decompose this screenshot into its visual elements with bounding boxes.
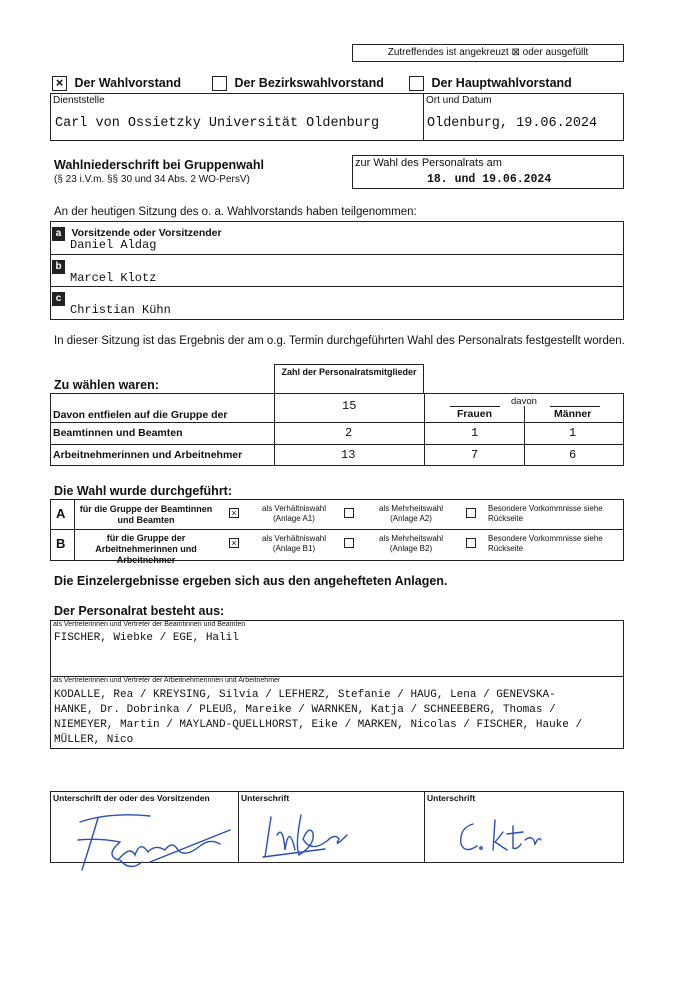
member-tag: c: [52, 292, 65, 306]
checkbox-mehrheitswahl-b[interactable]: [344, 538, 354, 548]
signature-label: Unterschrift der oder des Vorsitzenden: [53, 793, 210, 803]
member-role: Vorsitzende oder Vorsitzender: [71, 227, 222, 239]
dienststelle-box: [50, 93, 424, 141]
committee-bezirkswahlvorstand[interactable]: [212, 76, 384, 91]
dienststelle-label: Dienststelle: [53, 95, 105, 106]
ort-value[interactable]: Oldenburg, 19.06.2024: [427, 116, 598, 131]
member-c-row: [52, 288, 65, 306]
checkbox-vorkommnisse-b[interactable]: [466, 538, 476, 548]
divider: [450, 406, 500, 407]
checkbox-wahlvorstand[interactable]: ×: [52, 76, 67, 91]
member-name[interactable]: Daniel Aldag: [70, 238, 157, 252]
divider: [50, 254, 624, 255]
divider: [50, 422, 624, 423]
divider: [424, 393, 425, 466]
divider: [74, 499, 75, 561]
arbeitnehmer-line: NIEMEYER, Martin / MAYLAND-QUELLHORST, Eike / MARKEN, Nicolas / FISCHER, Hauke /: [54, 719, 583, 731]
member-name[interactable]: Christian Kühn: [70, 303, 171, 317]
arbeitnehmer-total[interactable]: 13: [341, 448, 356, 462]
divider: [50, 529, 624, 530]
doc-title: Wahlniederschrift bei Gruppenwahl: [54, 158, 264, 172]
personalrat-heading: Der Personalrat besteht aus:: [54, 604, 225, 618]
committee-label: Der Bezirkswahlvorstand: [234, 76, 384, 90]
maenner-label: Männer: [554, 408, 592, 420]
beamte-names[interactable]: FISCHER, Wiebke / EGE, Halil: [54, 632, 239, 644]
beamte-label: als Vertreterinnen und Vertreter der Beamtinnen und Beamten: [53, 621, 246, 628]
group-arbeitnehmer-label: Arbeitnehmerinnen und Arbeitnehmer: [53, 449, 243, 461]
signature-member-c: [455, 812, 555, 862]
header-note-box: [352, 44, 624, 62]
signature-chair: [60, 800, 240, 880]
arbeitnehmer-line: KODALLE, Rea / KREYSING, Silvia / LEFHERZ, Stefanie / HAUG, Lena / GENEVSKA-: [54, 689, 556, 701]
member-b-row: [52, 256, 65, 274]
wahl-opt2: als Mehrheitswahl (Anlage A2): [378, 504, 444, 523]
frauen-label: Frauen: [457, 408, 493, 420]
seats-col-header: [274, 364, 424, 394]
signature-member-b: [255, 805, 365, 865]
divider: [550, 406, 600, 407]
election-label: zur Wahl des Personalrats am: [355, 157, 502, 169]
divider: [424, 791, 425, 863]
group-beamte-label: Beamtinnen und Beamten: [53, 427, 183, 439]
wahl-letter: A: [56, 506, 66, 521]
attendance-intro: An der heutigen Sitzung des o. a. Wahlvorstands haben teilgenommen:: [54, 206, 417, 218]
arbeitnehmer-maenner[interactable]: 6: [569, 448, 577, 462]
wahl-heading: Die Wahl wurde durchgeführt:: [54, 484, 233, 498]
member-tag: b: [52, 260, 65, 274]
wahl-group: für die Gruppe der Beamtinnen und Beamten: [79, 504, 213, 525]
zu-waehlen-label: Zu wählen waren:: [54, 378, 159, 392]
election-box: [352, 155, 624, 189]
arbeitnehmer-label: als Vertreterinnen und Vertreter der Arbeitnehmerinnen und Arbeitnehmer: [53, 677, 281, 684]
wahl-opt2: als Mehrheitswahl (Anlage B2): [378, 534, 444, 553]
election-date[interactable]: 18. und 19.06.2024: [427, 173, 552, 186]
checkbox-hauptwahlvorstand[interactable]: [409, 76, 424, 91]
member-tag: a: [52, 227, 65, 241]
divider: [524, 406, 525, 466]
wahl-opt1: als Verhältniswahl (Anlage B1): [261, 534, 327, 553]
seats-total[interactable]: 15: [342, 399, 357, 413]
header-note: Zutreffendes ist angekreuzt ⊠ oder ausgefüllt: [387, 47, 589, 58]
divider: [50, 286, 624, 287]
divider: [50, 444, 624, 445]
dienststelle-value[interactable]: Carl von Ossietzky Universität Oldenburg: [55, 116, 380, 131]
group-row-label: Davon entfielen auf die Gruppe der: [53, 409, 228, 421]
arbeitnehmer-line: HANKE, Dr. Dobrinka / PLEUß, Mareike / WARNKEN, Katja / SCHNEEBERG, Thomas /: [54, 704, 556, 716]
committee-wahlvorstand[interactable]: [52, 76, 181, 91]
signature-label: Unterschrift: [427, 793, 476, 803]
wahl-opt1: als Verhältniswahl (Anlage A1): [261, 504, 327, 523]
wahl-group: für die Gruppe der Arbeitnehmerinnen und Arbeitnehmer: [95, 533, 197, 565]
doc-subtitle: (§ 23 i.V.m. §§ 30 und 34 Abs. 2 WO-PersV): [54, 174, 250, 185]
wahl-opt3: Besondere Vorkommnisse siehe Rückseite: [488, 504, 603, 523]
checkbox-mehrheitswahl-a[interactable]: [344, 508, 354, 518]
ort-label: Ort und Datum: [426, 95, 492, 106]
beamte-frauen[interactable]: 1: [471, 426, 479, 440]
committee-label: Der Hauptwahlvorstand: [431, 76, 572, 90]
member-name[interactable]: Marcel Klotz: [70, 271, 157, 285]
wahl-letter: B: [56, 536, 66, 551]
signature-label: Unterschrift: [241, 793, 290, 803]
arbeitnehmer-names[interactable]: [54, 688, 582, 748]
wahl-opt3: Besondere Vorkommnisse siehe Rückseite: [488, 534, 603, 553]
checkbox-verhaeltniswahl-a[interactable]: ×: [229, 508, 239, 518]
divider: [274, 393, 275, 466]
einzelergebnisse: Die Einzelergebnisse ergeben sich aus den angehefteten Anlagen.: [54, 574, 448, 588]
arbeitnehmer-frauen[interactable]: 7: [471, 448, 479, 462]
checkbox-bezirkswahlvorstand[interactable]: [212, 76, 227, 91]
beamte-total[interactable]: 2: [345, 426, 353, 440]
checkbox-vorkommnisse-a[interactable]: [466, 508, 476, 518]
davon-label: davon: [511, 396, 537, 407]
beamte-maenner[interactable]: 1: [569, 426, 577, 440]
result-statement: In dieser Sitzung ist das Ergebnis der am o.g. Termin durchgeführten Wahl des Personalrats festgestellt worden.: [54, 335, 625, 347]
seats-col-header-text: Zahl der Personalratsmitglieder: [281, 367, 417, 377]
committee-label: Der Wahlvorstand: [74, 76, 181, 90]
ort-box: [423, 93, 624, 141]
checkbox-verhaeltniswahl-b[interactable]: ×: [229, 538, 239, 548]
arbeitnehmer-line: MÜLLER, Nico: [54, 734, 134, 746]
committee-hauptwahlvorstand[interactable]: [409, 76, 572, 91]
